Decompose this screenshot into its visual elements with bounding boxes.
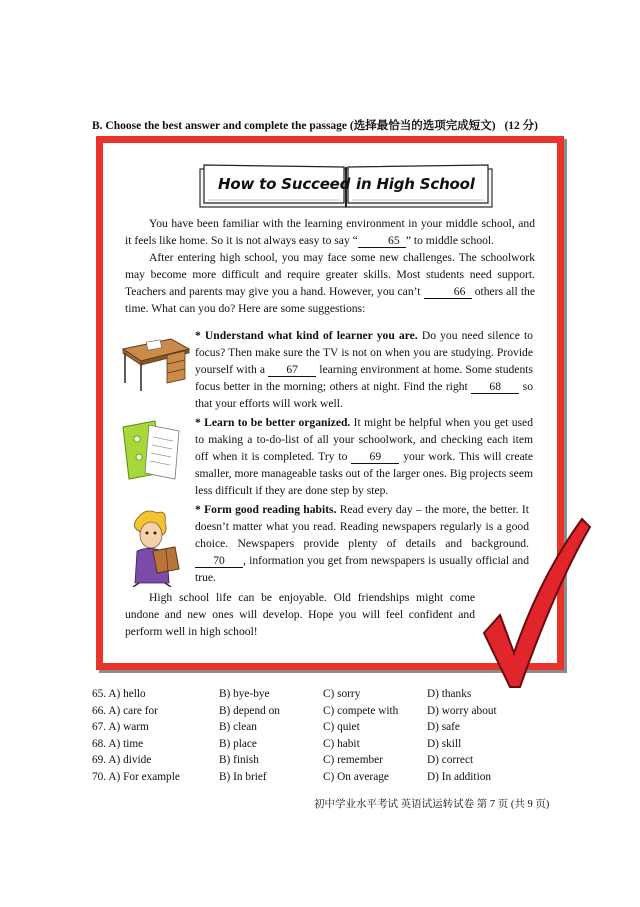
option-68-d[interactable]: D) skill (427, 737, 462, 750)
option-66-d[interactable]: D) worry about (427, 704, 497, 717)
option-66-a[interactable]: 66. A) care for (92, 704, 158, 717)
blank-66: 66 (424, 285, 472, 299)
book-title-left: How to Succeed (218, 175, 351, 193)
option-70-a[interactable]: 70. A) For example (92, 770, 180, 783)
option-65-a[interactable]: 65. A) hello (92, 688, 146, 700)
option-69-b[interactable]: B) finish (219, 754, 259, 767)
blank-67: 67 (268, 363, 316, 377)
intro-paragraphs (125, 215, 535, 317)
option-row-65 (92, 688, 552, 705)
option-row-67 (92, 721, 552, 738)
option-70-b[interactable]: B) In brief (219, 770, 267, 783)
p1-text-a: You have been familiar with the learning environment in your middle school, and it feels like home. So it is not always easy to say “ (125, 217, 535, 247)
blank-68: 68 (471, 380, 519, 394)
option-65-c[interactable]: C) sorry (323, 688, 361, 700)
page-footer: 初中学业水平考试 英语试运转试卷 第 7 页 (共 9 页) (314, 799, 550, 810)
s1-text-b: learning environment at home. Some students focus better in the morning; others at night. Find the right (195, 363, 533, 393)
s3-text-a: Read every day – the more, the better. It doesn’t matter what you read. Reading newspapers regularly is a good choice. Newspapers provide plenty of details and background. (195, 503, 529, 550)
option-row-69 (92, 754, 552, 771)
paragraph-1 (125, 215, 535, 249)
option-67-b[interactable]: B) clean (219, 721, 257, 734)
s2-text-b: your work. This will create smaller, more manageable tasks out of the larger ones. Big projects seem less difficult if they are done step by step. (195, 450, 534, 497)
p2-text-a: After entering high school, you may face some new challenges. The schoolwork may become more difficult and require greater skills. Most students need support. Teachers and parents may give you a hand. However, you can’t (125, 251, 535, 298)
p2-text-b: others all the time. What can you do? Here are some suggestions: (125, 285, 536, 315)
checkmark-icon (478, 515, 592, 691)
section-heading-text: B. Choose the best answer and complete the passage (选择最恰当的选项完成短文) (92, 120, 496, 132)
answer-options (92, 688, 552, 788)
section-points: (12 分) (504, 120, 538, 132)
blank-69: 69 (351, 450, 399, 464)
option-row-66 (92, 705, 552, 722)
blank-70: 70 (195, 554, 243, 568)
suggestion-2-title: * Learn to be better organized. (195, 416, 351, 429)
final-paragraph-text: High school life can be enjoyable. Old friendships might come undone and new ones will develop. Hope you will feel confident and perform well in high school! (125, 591, 475, 638)
option-69-c[interactable]: C) remember (323, 754, 383, 767)
blank-65: 65 (358, 234, 406, 248)
s3-text-b: , information you get from newspapers is usually official and true. (195, 554, 529, 584)
p1-text-b: ” to middle school. (405, 234, 495, 247)
suggestion-1-title: * Understand what kind of learner you are. (195, 329, 418, 342)
section-heading (92, 117, 538, 133)
suggestion-2 (195, 414, 533, 499)
suggestion-3-title: * Form good reading habits. (195, 503, 337, 516)
final-paragraph (125, 589, 475, 640)
s2-text-a: It might be helpful when you get used to making a to-do-list of all your schoolwork, and checking each item off when it is completed. Try to (195, 416, 533, 463)
s1-text-a: Do you need silence to focus? Then make sure the TV is not on when you are studying. Provide yourself with a (195, 329, 533, 376)
s1-text-c: so that your efforts will work well. (195, 380, 533, 410)
option-68-b[interactable]: B) place (219, 737, 257, 750)
book-title-right: in High School (356, 175, 475, 193)
option-67-c[interactable]: C) quiet (323, 721, 360, 734)
folder-icon (117, 417, 189, 481)
option-66-c[interactable]: C) compete with (323, 704, 399, 717)
option-66-b[interactable]: B) depend on (219, 704, 280, 717)
option-68-c[interactable]: C) habit (323, 737, 360, 750)
option-row-68 (92, 738, 552, 755)
option-69-d[interactable]: D) correct (427, 754, 474, 767)
desk-icon (119, 331, 191, 393)
reading-boy-icon (123, 507, 189, 587)
option-70-d[interactable]: D) In addition (427, 770, 492, 783)
option-67-d[interactable]: D) safe (427, 721, 460, 734)
option-68-a[interactable]: 68. A) time (92, 737, 144, 750)
option-65-b[interactable]: B) bye-bye (219, 688, 270, 700)
option-70-c[interactable]: C) On average (323, 770, 389, 783)
title-book-banner (198, 163, 494, 209)
option-65-d[interactable]: D) thanks (427, 688, 472, 700)
paragraph-2 (125, 249, 535, 317)
option-row-70 (92, 771, 552, 788)
option-69-a[interactable]: 69. A) divide (92, 754, 152, 767)
option-67-a[interactable]: 67. A) warm (92, 721, 149, 734)
suggestion-1 (195, 327, 533, 412)
